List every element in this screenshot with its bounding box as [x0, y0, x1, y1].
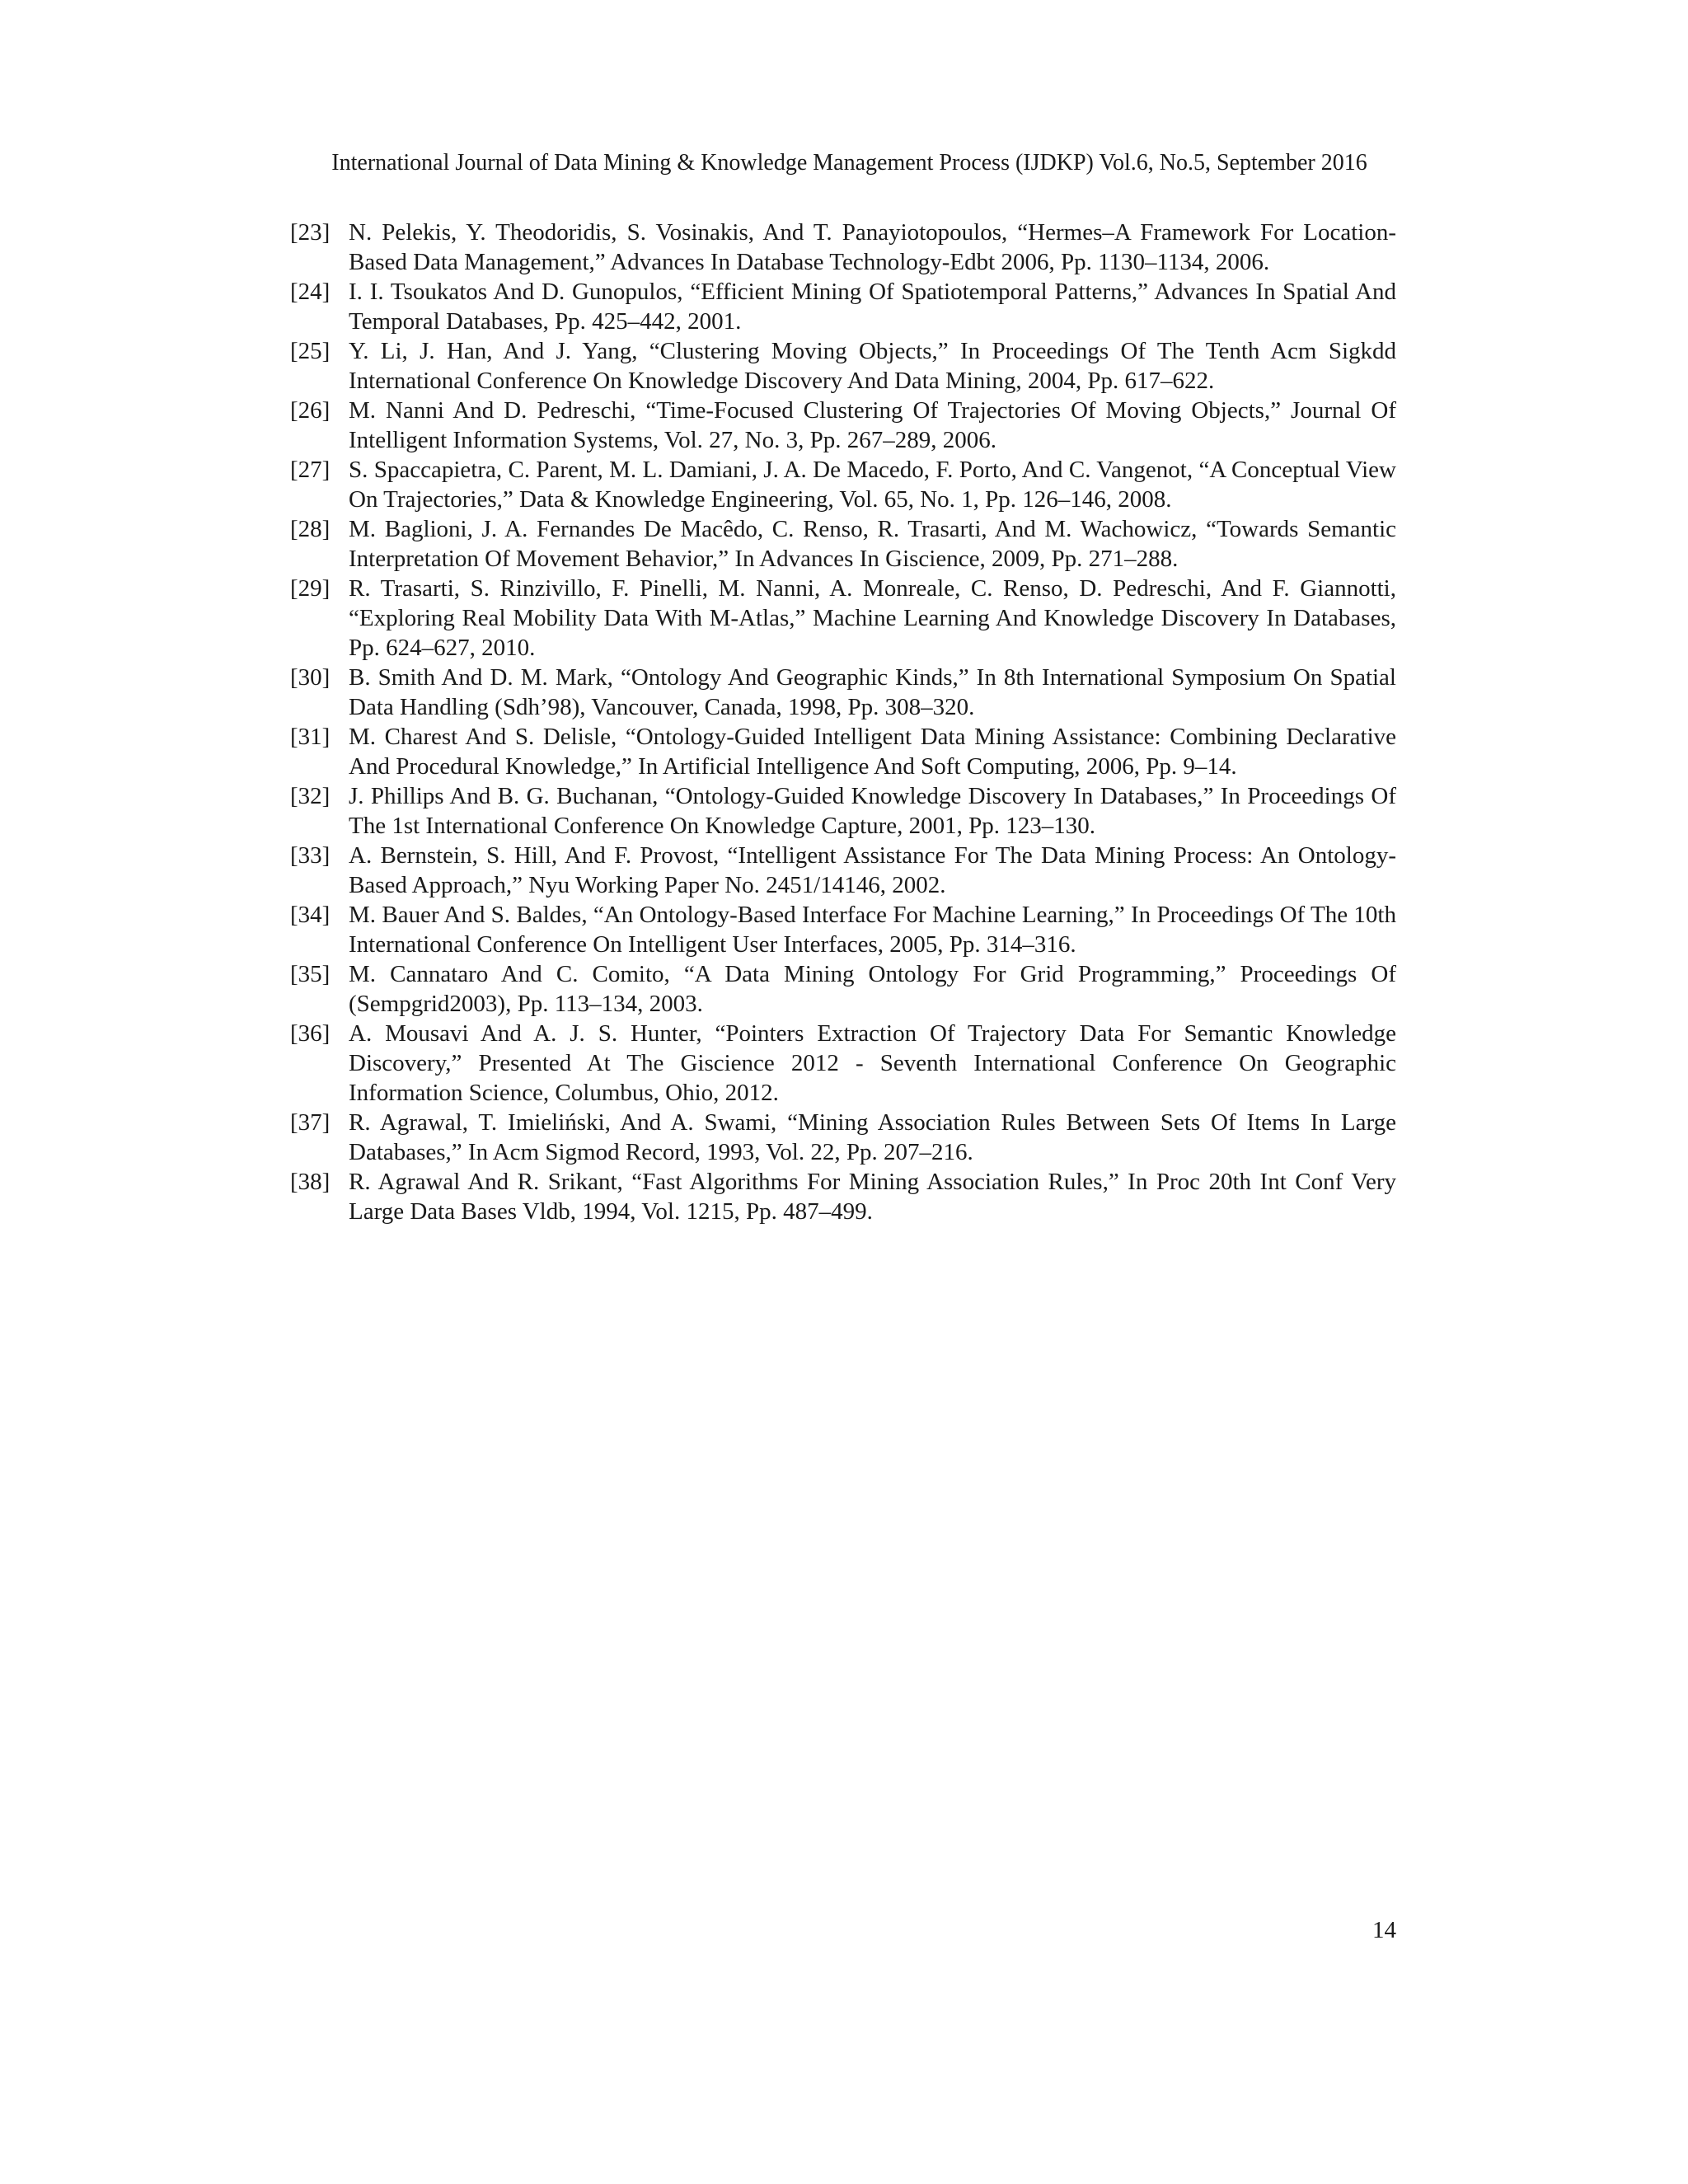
reference-number: [38]	[290, 1169, 331, 1195]
reference-text: B. Smith And D. M. Mark, “Ontology And Geographic Kinds,” In 8th International Symposium On Spatial Data Handling (Sdh’98), Vancouver, Canada, 1998, Pp. 308–320.	[349, 664, 1396, 720]
reference-item	[290, 574, 1396, 663]
reference-number: [37]	[290, 1109, 331, 1136]
reference-text: R. Trasarti, S. Rinzivillo, F. Pinelli, M. Nanni, A. Monreale, C. Renso, D. Pedreschi, And F. Giannotti, “Exploring Real Mobility Data With M-Atlas,” Machine Learning And Knowledge Discovery In Databases, Pp. 624–627, 2010.	[349, 575, 1396, 661]
running-header: International Journal of Data Mining & Knowledge Management Process (IJDKP) Vol.6, No.5, September 2016	[331, 150, 1367, 176]
reference-text: R. Agrawal, T. Imieliński, And A. Swami, “Mining Association Rules Between Sets Of Items In Large Databases,” In Acm Sigmod Record, 1993, Vol. 22, Pp. 207–216.	[349, 1109, 1396, 1165]
reference-item	[290, 1019, 1396, 1108]
reference-item	[290, 1167, 1396, 1226]
reference-number: [32]	[290, 783, 331, 809]
page-number: 14	[1372, 1917, 1396, 1943]
reference-text: M. Cannataro And C. Comito, “A Data Mining Ontology For Grid Programming,” Proceedings Of (Sempgrid2003), Pp. 113–134, 2003.	[349, 961, 1396, 1017]
reference-text: A. Mousavi And A. J. S. Hunter, “Pointers Extraction Of Trajectory Data For Semantic Knowledge Discovery,” Presented At The Giscience 2012 - Seventh International Conference On Geographic Information Science, Columbus, Ohio, 2012.	[349, 1020, 1396, 1106]
reference-text: N. Pelekis, Y. Theodoridis, S. Vosinakis, And T. Panayiotopoulos, “Hermes–A Framework For Location-Based Data Management,” Advances In Database Technology-Edbt 2006, Pp. 1130–1134, 2006.	[349, 219, 1396, 275]
reference-number: [33]	[290, 842, 331, 869]
reference-number: [30]	[290, 664, 331, 691]
reference-number: [29]	[290, 575, 331, 602]
reference-number: [25]	[290, 338, 331, 364]
reference-item	[290, 900, 1396, 959]
reference-number: [36]	[290, 1020, 331, 1047]
reference-item	[290, 336, 1396, 396]
reference-text: M. Bauer And S. Baldes, “An Ontology-Based Interface For Machine Learning,” In Proceedings Of The 10th International Conference On Intelligent User Interfaces, 2005, Pp. 314–316.	[349, 902, 1396, 958]
reference-item	[290, 514, 1396, 574]
reference-item	[290, 959, 1396, 1019]
reference-item	[290, 277, 1396, 336]
reference-text: M. Baglioni, J. A. Fernandes De Macêdo, C. Renso, R. Trasarti, And M. Wachowicz, “Towards Semantic Interpretation Of Movement Behavior,” In Advances In Giscience, 2009, Pp. 271–288.	[349, 516, 1396, 572]
reference-text: Y. Li, J. Han, And J. Yang, “Clustering Moving Objects,” In Proceedings Of The Tenth Acm Sigkdd International Conference On Knowledge Discovery And Data Mining, 2004, Pp. 617–622.	[349, 338, 1396, 394]
reference-number: [24]	[290, 279, 331, 305]
reference-text: S. Spaccapietra, C. Parent, M. L. Damiani, J. A. De Macedo, F. Porto, And C. Vangenot, “A Conceptual View On Trajectories,” Data & Knowledge Engineering, Vol. 65, No. 1, Pp. 126–146, 2008.	[349, 457, 1396, 513]
reference-item	[290, 663, 1396, 722]
reference-item	[290, 218, 1396, 277]
reference-text: M. Charest And S. Delisle, “Ontology-Guided Intelligent Data Mining Assistance: Combining Declarative And Procedural Knowledge,” In Artificial Intelligence And Soft Computing, 2006, Pp. 9–14.	[349, 724, 1396, 780]
reference-item	[290, 455, 1396, 514]
reference-number: [23]	[290, 219, 331, 246]
reference-number: [34]	[290, 902, 331, 928]
reference-text: I. I. Tsoukatos And D. Gunopulos, “Efficient Mining Of Spatiotemporal Patterns,” Advances In Spatial And Temporal Databases, Pp. 425–442, 2001.	[349, 279, 1396, 335]
reference-item	[290, 841, 1396, 900]
reference-number: [35]	[290, 961, 331, 987]
reference-list	[290, 218, 1396, 1226]
reference-item	[290, 396, 1396, 455]
reference-number: [31]	[290, 724, 331, 750]
reference-number: [28]	[290, 516, 331, 542]
reference-item	[290, 781, 1396, 841]
reference-text: J. Phillips And B. G. Buchanan, “Ontology-Guided Knowledge Discovery In Databases,” In Proceedings Of The 1st International Conference On Knowledge Capture, 2001, Pp. 123–130.	[349, 783, 1396, 839]
reference-item	[290, 1108, 1396, 1167]
reference-item	[290, 722, 1396, 781]
reference-text: M. Nanni And D. Pedreschi, “Time-Focused Clustering Of Trajectories Of Moving Objects,” Journal Of Intelligent Information Systems, Vol. 27, No. 3, Pp. 267–289, 2006.	[349, 397, 1396, 453]
reference-number: [26]	[290, 397, 331, 424]
reference-number: [27]	[290, 457, 331, 483]
reference-text: A. Bernstein, S. Hill, And F. Provost, “Intelligent Assistance For The Data Mining Process: An Ontology-Based Approach,” Nyu Working Paper No. 2451/14146, 2002.	[349, 842, 1396, 898]
reference-text: R. Agrawal And R. Srikant, “Fast Algorithms For Mining Association Rules,” In Proc 20th Int Conf Very Large Data Bases Vldb, 1994, Vol. 1215, Pp. 487–499.	[349, 1169, 1396, 1225]
